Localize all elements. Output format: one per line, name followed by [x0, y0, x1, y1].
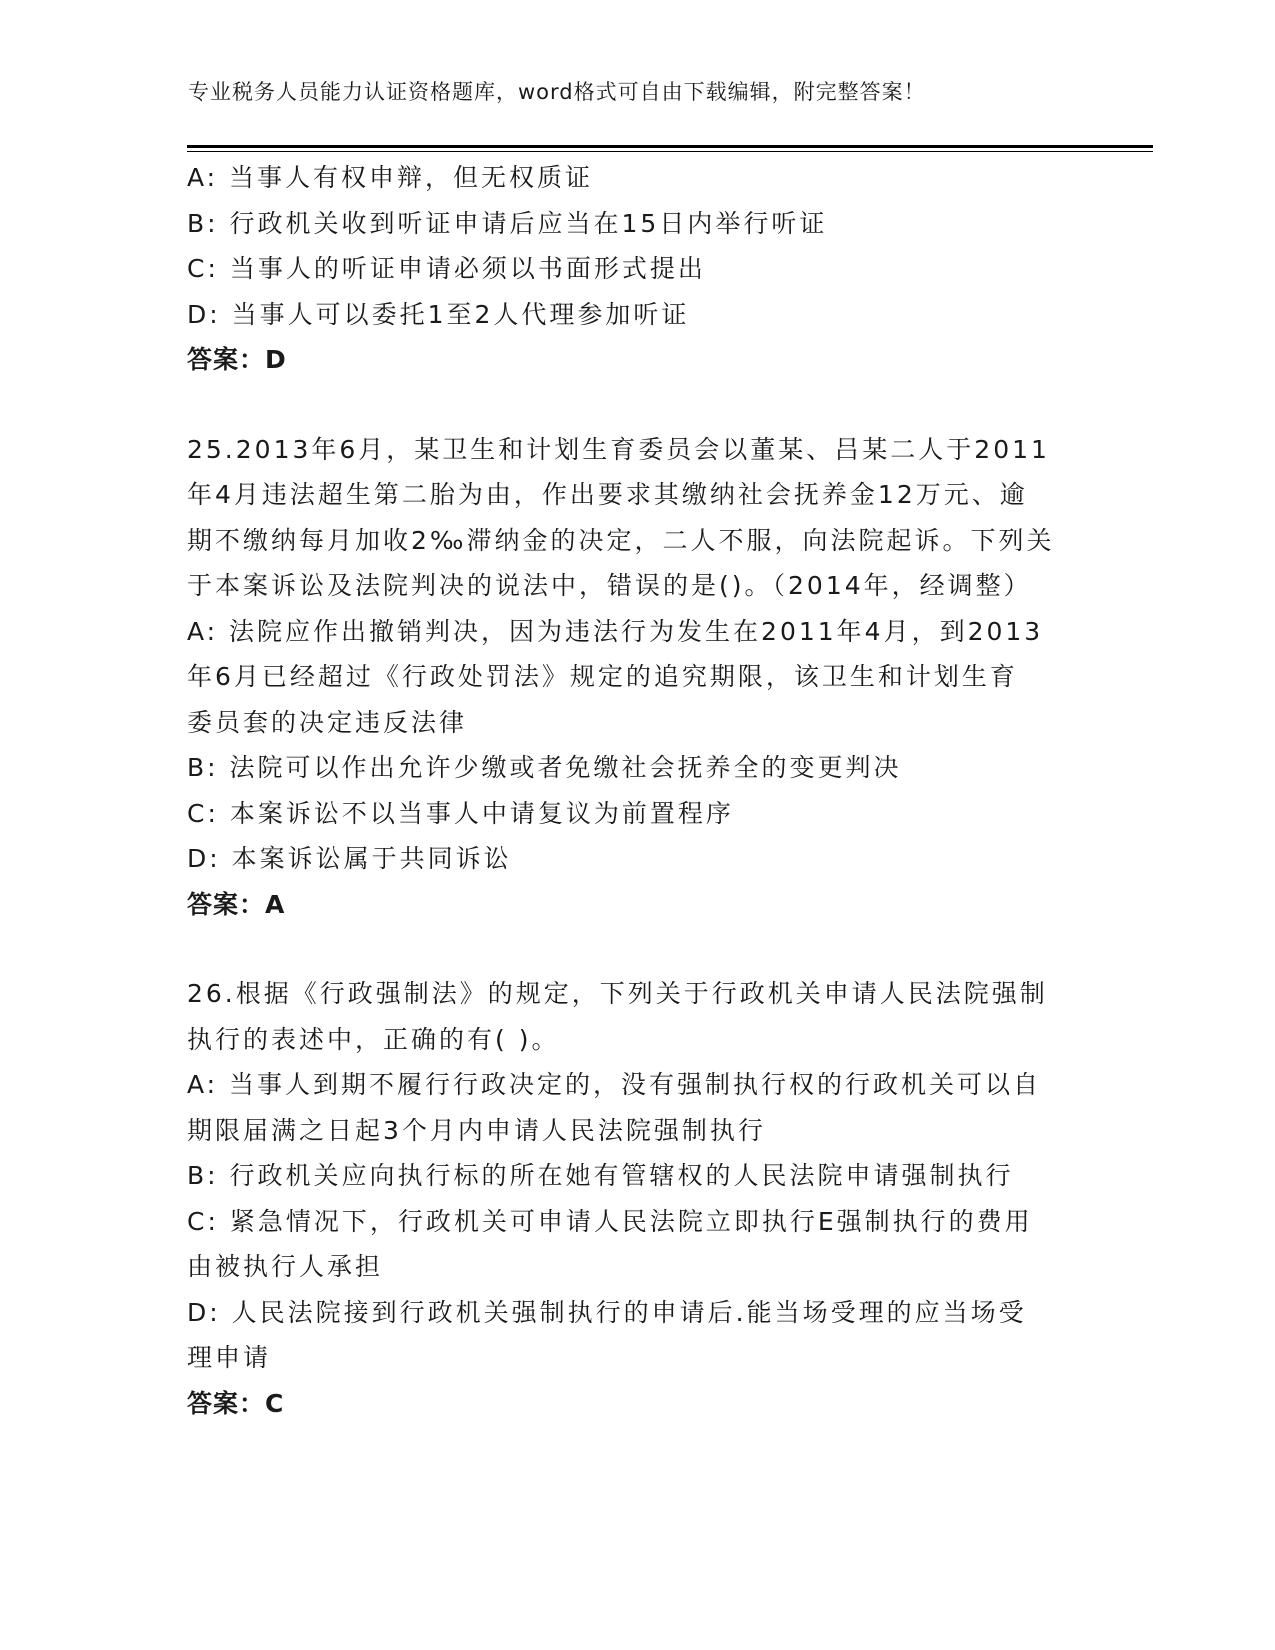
option-d: D: 人民法院接到行政机关强制执行的申请后.能当场受理的应当场受 [187, 1297, 1027, 1327]
option-a: A: 法院应作出撤销判决，因为违法行为发生在2011年4月，到2013 [187, 616, 1044, 646]
option-c: C: 当事人的听证申请必须以书面形式提出 [187, 254, 706, 283]
option-a: A: 当事人有权申辩，但无权质证 [187, 163, 594, 192]
option-d-continued: 理申请 [187, 1343, 272, 1372]
option-b: B: 行政机关应向执行标的所在她有管辖权的人民法院申请强制执行 [187, 1161, 1014, 1190]
question-text-line: 25.2013年6月，某卫生和计划生育委员会以董某、吕某二人于2011 [187, 434, 1050, 464]
option-a: A: 当事人到期不履行行政决定的，没有强制执行权的行政机关可以自 [187, 1070, 1042, 1099]
option-a-continued: 期限届满之日起3个月内申请人民法院强制执行 [187, 1115, 766, 1145]
option-a-continued: 委员套的决定违反法律 [187, 707, 468, 737]
option-d: D: 本案诉讼属于共同诉讼 [187, 844, 512, 873]
question-25 [187, 427, 1087, 928]
spacer [187, 927, 1087, 971]
option-b: B: 法院可以作出允许少缴或者免缴社会抚养全的变更判决 [187, 753, 902, 782]
question-26 [187, 971, 1087, 1426]
option-b: B: 行政机关收到听证申请后应当在15日内举行听证 [187, 208, 828, 238]
spacer [187, 383, 1087, 427]
header-rule-thin [187, 151, 1153, 152]
option-a-continued: 年6月已经超过《行政处罚法》规定的追究期限，该卫生和计划生育 [187, 662, 1018, 691]
question-text-line: 26.根据《行政强制法》的规定，下列关于行政机关申请人民法院强制 [187, 979, 1048, 1008]
option-c: C: 本案诉讼不以当事人中请复议为前置程序 [187, 798, 734, 828]
question-text-line: 执行的表述中，正确的有( )。 [187, 1024, 560, 1054]
header-rule-thick [187, 145, 1153, 148]
answer-25: 答案：A [187, 889, 286, 919]
question-text-line: 于本案诉讼及法院判决的说法中，错误的是()。（2014年，经调整） [187, 571, 1032, 600]
option-c: C: 紧急情况下，行政机关可申请人民法院立即执行E强制执行的费用 [187, 1206, 1033, 1236]
option-c-continued: 由被执行人承担 [187, 1252, 384, 1281]
question-content [187, 155, 1087, 1426]
option-d: D: 当事人可以委托1至2人代理参加听证 [187, 299, 690, 329]
answer-24: 答案：D [187, 345, 287, 374]
question-text-line: 年4月违法超生第二胎为由，作出要求其缴纳社会抚养金12万元、逾 [187, 480, 1028, 509]
answer-26: 答案：C [187, 1388, 285, 1418]
question-24 [187, 155, 1087, 383]
page-header: 专业税务人员能力认证资格题库，word格式可自由下载编辑，附完整答案！ [188, 80, 926, 104]
question-text-line: 期不缴纳每月加收2‰滞纳金的决定，二人不服，向法院起诉。下列关 [187, 525, 1055, 555]
